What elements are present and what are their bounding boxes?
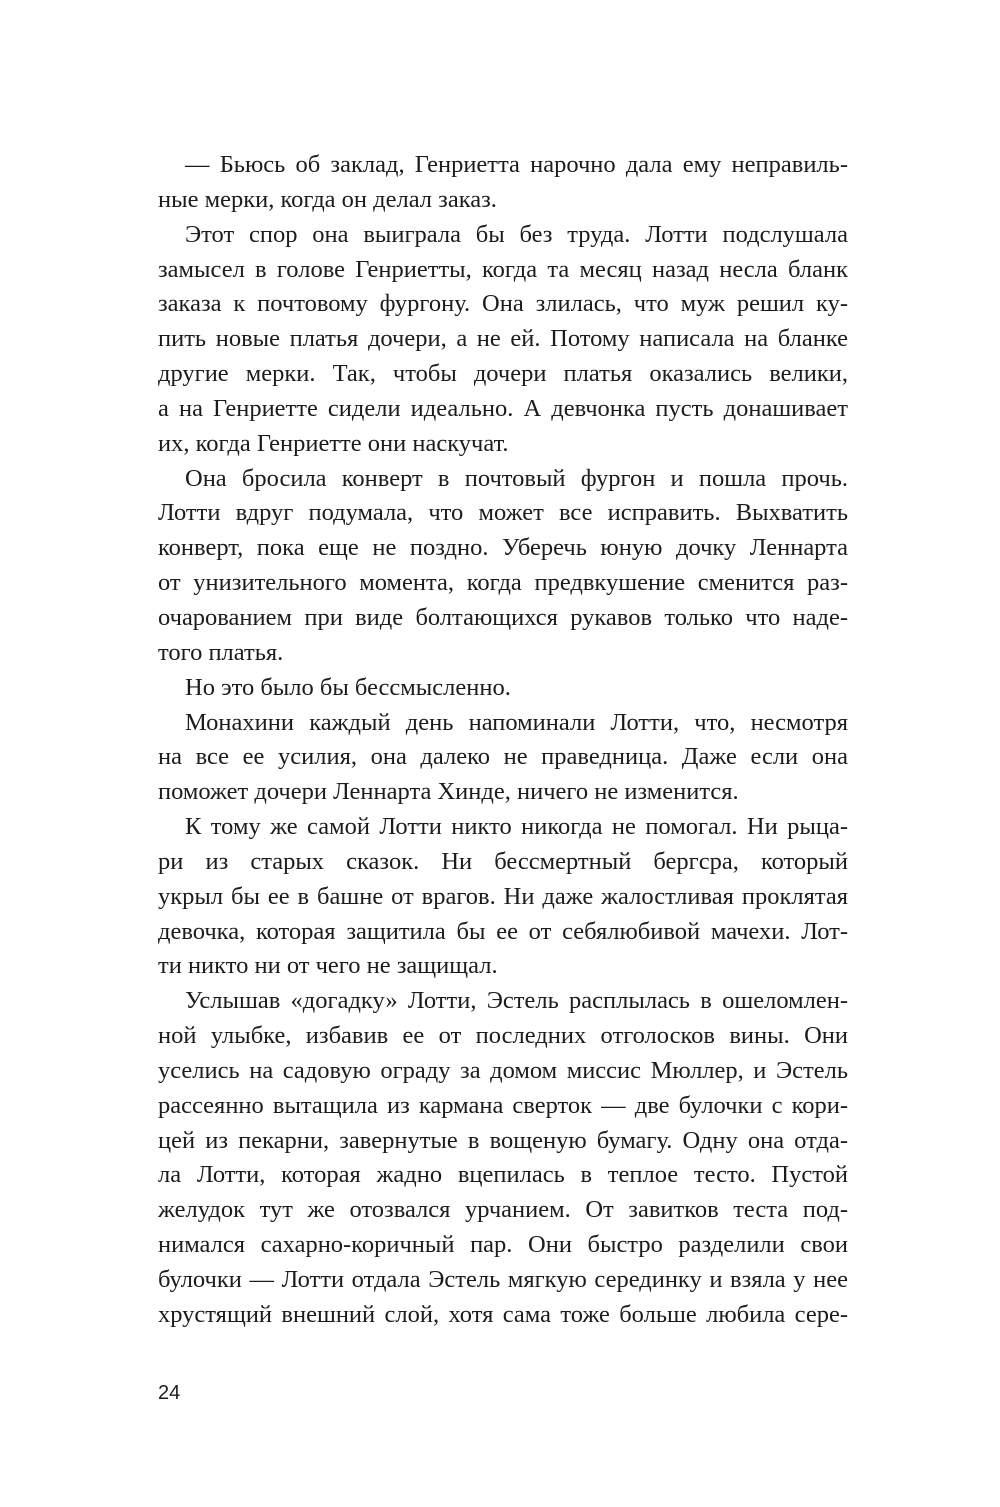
page-number: 24	[158, 1382, 181, 1404]
text-line: желудок тут же отозвался урчанием. От завитков теста под-	[158, 1196, 848, 1224]
text-line: Этот спор она выиграла бы без труда. Лотти подслушала	[185, 220, 848, 248]
text-line: конверт, пока еще не поздно. Уберечь юную дочку Леннарта	[158, 534, 848, 562]
text-line: другие мерки. Так, чтобы дочери платья оказались велики,	[158, 360, 848, 388]
text-line: того платья.	[158, 638, 284, 666]
text-line: К тому же самой Лотти никто никогда не помогал. Ни рыца-	[185, 813, 848, 841]
body-text	[158, 148, 848, 1333]
text-line: Услышав «догадку» Лотти, Эстель расплылась в ошеломлен-	[185, 987, 848, 1015]
text-line: заказа к почтовому фургону. Она злилась, что муж решил ку-	[158, 290, 848, 318]
text-line: нимался сахарно-коричный пар. Они быстро разделили свои	[158, 1231, 848, 1259]
text-line: Но это было бы бессмысленно.	[185, 673, 511, 701]
text-line: от унизительного момента, когда предвкушение сменится раз-	[158, 569, 848, 597]
text-line: ри из старых сказок. Ни бессмертный бергсра, который	[158, 847, 848, 875]
text-line: — Бьюсь об заклад, Генриетта нарочно дала ему неправиль-	[185, 151, 848, 178]
text-line: на все ее усилия, она далеко не праведница. Даже если она	[158, 743, 848, 771]
text-line: ные мерки, когда он делал заказ.	[158, 185, 497, 213]
text-line: а на Генриетте сидели идеально. А девчонка пусть донашивает	[158, 394, 848, 422]
text-line: Лотти вдруг подумала, что может все исправить. Выхватить	[158, 499, 848, 527]
text-line: девочка, которая защитила бы ее от себялюбивой мачехи. Лот-	[158, 917, 848, 945]
text-line: замысел в голове Генриетты, когда та месяц назад несла бланк	[158, 255, 848, 283]
text-line: ла Лотти, которая жадно вцепилась в теплое тесто. Пустой	[158, 1161, 848, 1189]
text-line: пить новые платья дочери, а не ей. Потому написала на бланке	[158, 325, 848, 353]
text-line: цей из пекарни, завернутые в вощеную бумагу. Одну она отда-	[158, 1126, 848, 1154]
text-line: поможет дочери Леннарта Хинде, ничего не изменится.	[158, 778, 739, 806]
text-line: Монахини каждый день напоминали Лотти, что, несмотря	[185, 708, 848, 736]
text-line: уселись на садовую ограду за домом миссис Мюллер, и Эстель	[158, 1056, 848, 1084]
text-line: рассеянно вытащила из кармана сверток — две булочки с кори-	[158, 1091, 848, 1119]
text-line: укрыл бы ее в башне от врагов. Ни даже жалостливая проклятая	[158, 882, 848, 910]
text-line: хрустящий внешний слой, хотя сама тоже больше любила сере-	[158, 1300, 848, 1328]
text-line: ти никто ни от чего не защищал.	[158, 952, 498, 980]
text-line: булочки — Лотти отдала Эстель мягкую серединку и взяла у нее	[158, 1266, 848, 1293]
text-line: очарованием при виде болтающихся рукавов только что наде-	[158, 603, 848, 631]
text-line: ной улыбке, избавив ее от последних отголосков вины. Они	[158, 1022, 848, 1050]
text-line: Она бросила конверт в почтовый фургон и пошла прочь.	[185, 464, 848, 492]
text-line: их, когда Генриетте они наскучат.	[158, 429, 509, 457]
